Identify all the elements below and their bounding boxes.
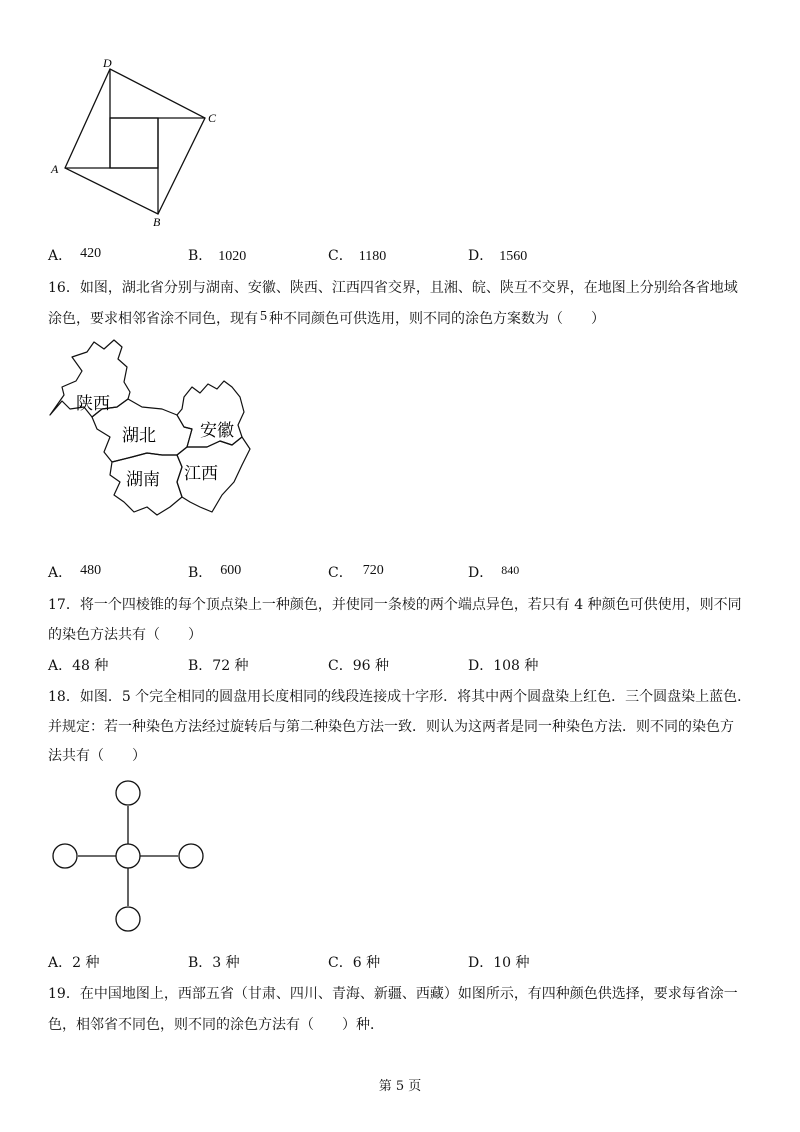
q17-option-c: C．96 种: [328, 658, 389, 674]
q17-line-1: 17．将一个四棱锥的每个顶点染上一种颜色，并使同一条棱的两个端点异色，若只有 4 种颜色可供使用，则不同: [48, 597, 742, 613]
q18-line-1: 18．如图．5 个完全相同的圆盘用长度相同的线段连接成十字形．将其中两个圆盘染上红色．三个圆盘染上蓝色．: [48, 689, 752, 705]
q17-line-2: 的染色方法共有（ ）: [48, 627, 202, 643]
disk-top: [116, 781, 140, 805]
q17-option-b: B．72 种: [188, 658, 249, 674]
q18-option-c: C．6 种: [328, 955, 381, 971]
map-label-jiangxi: 江西: [184, 464, 218, 484]
disk-center: [116, 844, 140, 868]
q18-option-d: D．10 种: [468, 955, 530, 971]
q17-option-d: D．108 种: [468, 658, 539, 674]
page-number: 第 5 页: [378, 1079, 422, 1094]
q16-line-2: 涂色，要求相邻省涂不同色，现有 5 种不同颜色可供选用，则不同的涂色方案数为（ ）: [48, 309, 605, 327]
square-figure: [45, 55, 230, 230]
q16-option-b: B． 600: [188, 563, 242, 581]
q18-line-3: 法共有（ ）: [48, 748, 146, 764]
q16-color-count: 5: [260, 309, 267, 324]
q15-option-d: D． 1560: [468, 248, 528, 264]
disk-left: [53, 844, 77, 868]
q15-option-a: A． 420: [48, 246, 102, 264]
outer-square: [65, 69, 205, 214]
map-label-hunan: 湖南: [126, 470, 160, 490]
vertex-label-c: C: [208, 111, 217, 125]
q16-line-1: 16．如图，湖北省分别与湖南、安徽、陕西、江西四省交界，且湘、皖、陕互不交界，在地图上分别给各省地域: [48, 280, 738, 296]
q18-option-a: A．2 种: [48, 955, 100, 971]
inner-square: [110, 118, 158, 168]
vertex-label-b: B: [153, 215, 161, 229]
province-map: [42, 337, 257, 525]
q15-option-b: B． 1020: [188, 248, 247, 264]
q19-line-1: 19．在中国地图上，西部五省（甘肃、四川、青海、新疆、西藏）如图所示，有四种颜色供选择，要求每省涂一: [48, 986, 738, 1002]
q17-option-a: A．48 种: [48, 658, 109, 674]
cross-disks-figure: [48, 776, 208, 936]
q16-option-d: D． 840: [468, 563, 520, 581]
map-label-hubei: 湖北: [122, 426, 156, 446]
q16-option-a: A． 480: [48, 563, 102, 581]
map-label-anhui: 安徽: [200, 421, 234, 441]
q18-option-b: B．3 种: [188, 955, 240, 971]
q16-option-c: C． 720: [328, 563, 384, 581]
disk-right: [179, 844, 203, 868]
vertex-label-a: A: [51, 162, 59, 176]
map-label-shaanxi: 陕西: [76, 394, 110, 414]
disk-bottom: [116, 907, 140, 931]
q19-line-2: 色，相邻省不同色，则不同的涂色方法有（ ）种．: [48, 1017, 384, 1033]
q18-line-2: 并规定：若一种染色方法经过旋转后与第二种染色方法一致．则认为这两者是同一种染色方法．则不同的染色方: [48, 719, 734, 735]
q15-option-c: C． 1180: [328, 248, 387, 264]
vertex-label-d: D: [103, 56, 112, 70]
